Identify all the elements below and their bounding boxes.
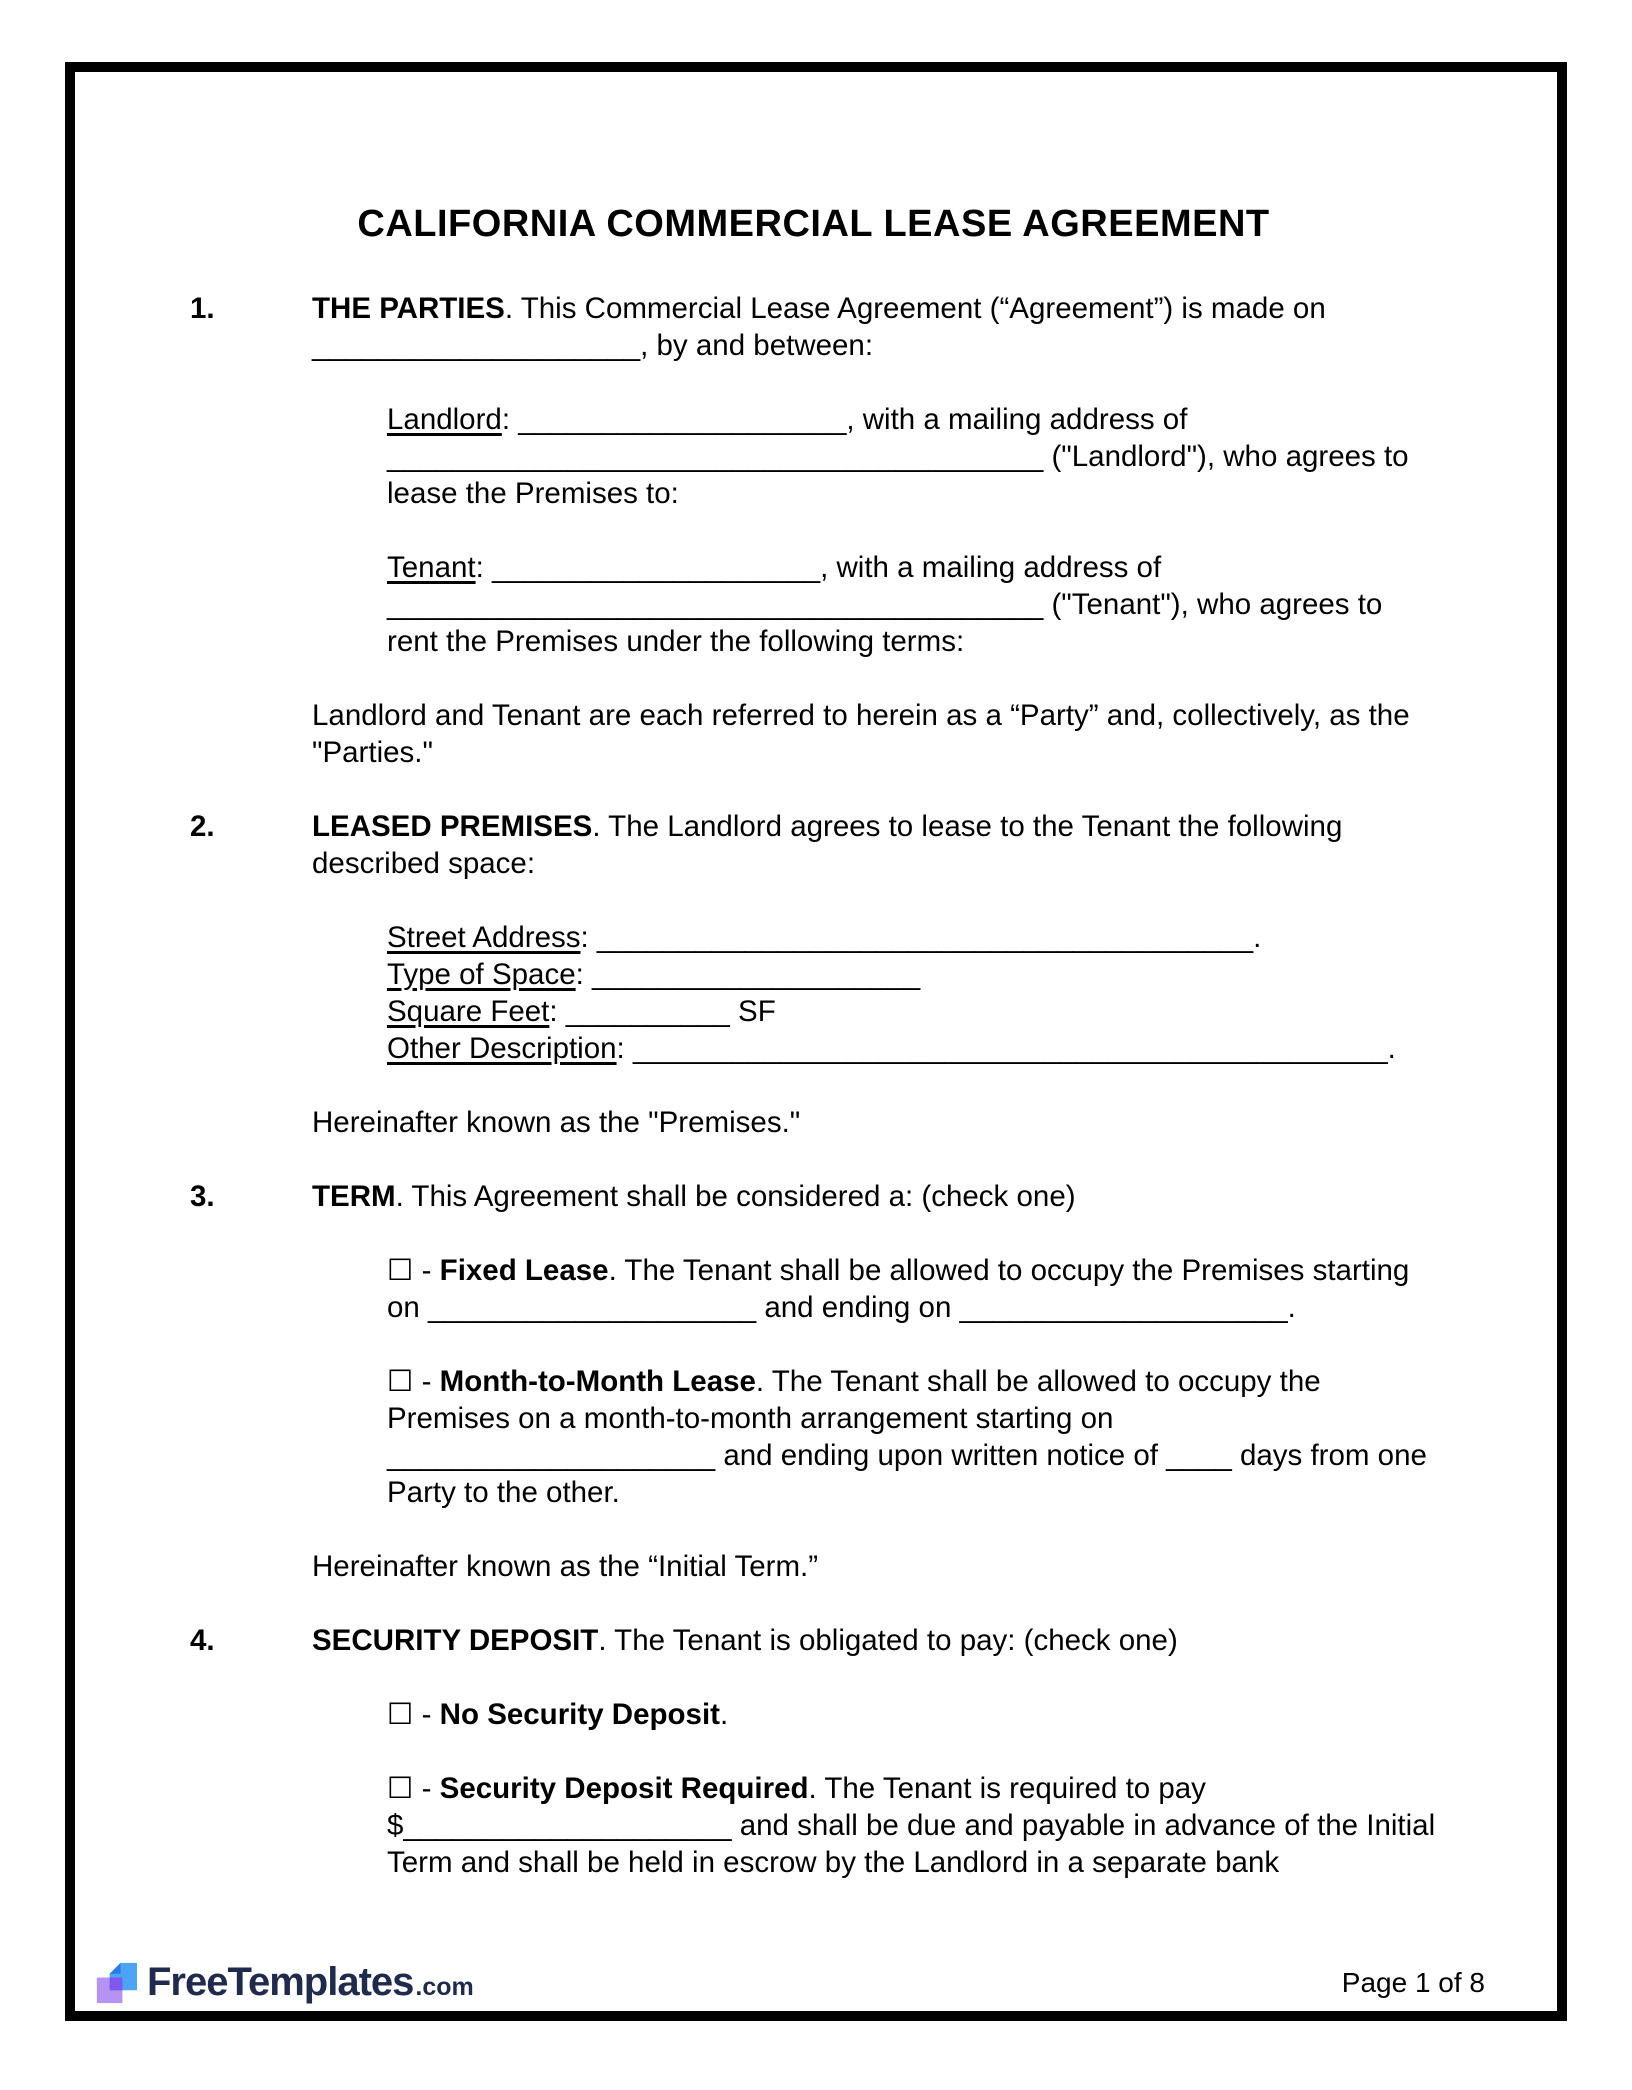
text-run: . <box>719 1698 729 1731</box>
text-run: . The Tenant shall be allowed to occupy the Premises starting on ____________________ and ending on ____________________. <box>387 1254 1410 1324</box>
text-run: THE PARTIES <box>312 292 505 325</box>
section-leased-premises <box>190 771 1437 1141</box>
option-security-deposit-required <box>387 1770 1437 1881</box>
paragraph-security-deposit-intro <box>312 1622 1437 1659</box>
paragraph-parties-definition <box>312 697 1437 771</box>
text-run: Street Address <box>387 921 581 954</box>
text-run: - <box>413 1698 440 1731</box>
brand-text-group <box>147 1960 474 2005</box>
text-run: . The Landlord agrees to lease to the Tenant the following described space: <box>312 810 1343 880</box>
text-run: : ________________________________________. <box>580 921 1262 954</box>
text-run: TERM <box>312 1180 396 1213</box>
text-run: Month-to-Month Lease <box>439 1365 756 1398</box>
paragraph-premises-known-as <box>312 1104 1437 1141</box>
text-run: Type of Space <box>387 958 576 991</box>
text-run: . The Tenant is obligated to pay: (check one) <box>598 1624 1178 1657</box>
page-border <box>65 62 1567 2021</box>
text-run: . This Agreement shall be considered a: (check one) <box>395 1180 1076 1213</box>
section-body <box>312 253 1437 771</box>
field-street-address <box>387 919 1437 956</box>
text-run: - <box>413 1254 440 1287</box>
section-number: 2. <box>190 810 215 843</box>
text-run: Hereinafter known as the “Initial Term.” <box>312 1550 819 1583</box>
checkbox-icon: ☐ <box>387 1365 414 1398</box>
option-fixed-lease <box>387 1252 1437 1326</box>
section-body <box>312 1141 1437 1585</box>
page-content <box>190 200 1437 1881</box>
text-run: : ______________________________________________. <box>616 1032 1396 1065</box>
document-title: CALIFORNIA COMMERCIAL LEASE AGREEMENT <box>357 203 1270 245</box>
section-security-deposit <box>190 1585 1437 1881</box>
option-no-security-deposit <box>387 1696 1437 1733</box>
text-run: LEASED PREMISES <box>312 810 593 843</box>
text-run: - <box>413 1365 440 1398</box>
text-run: Landlord <box>387 403 502 436</box>
paragraph-landlord <box>387 401 1437 512</box>
text-run: Hereinafter known as the "Premises." <box>312 1106 801 1139</box>
checkbox-icon: ☐ <box>387 1698 414 1731</box>
text-run: Fixed Lease <box>439 1254 609 1287</box>
text-run: Security Deposit Required <box>439 1772 809 1805</box>
text-run: : ____________________, with a mailing address of ________________________________________ ("Landlord"), who agrees to lease the Premises to: <box>387 403 1409 510</box>
brand-name: FreeTemplates <box>147 1960 414 2004</box>
option-month-to-month-lease <box>387 1363 1437 1511</box>
text-run: : ____________________ <box>575 958 921 991</box>
paragraph-premises-intro <box>312 808 1437 882</box>
page-footer <box>95 1960 1485 2005</box>
section-body <box>312 771 1437 1141</box>
paragraph-parties-intro <box>312 290 1437 364</box>
paragraph-tenant <box>387 549 1437 660</box>
field-square-feet <box>387 993 1437 1030</box>
paragraph-term-intro <box>312 1178 1437 1215</box>
text-run: Tenant <box>387 551 476 584</box>
section-number: 1. <box>190 292 215 325</box>
text-run: Square Feet <box>387 995 550 1028</box>
checkbox-icon: ☐ <box>387 1254 414 1287</box>
text-run: Other Description <box>387 1032 617 1065</box>
text-run: . This Commercial Lease Agreement (“Agreement”) is made on ____________________, by and between: <box>312 292 1326 362</box>
text-run: SECURITY DEPOSIT <box>312 1624 599 1657</box>
brand-suffix: .com <box>415 1973 474 2001</box>
text-run: . The Tenant shall be allowed to occupy the Premises on a month-to-month arrangement starting on ____________________ and ending upon written notice of ____ days from one Party to the other. <box>387 1365 1427 1509</box>
section-term <box>190 1141 1437 1585</box>
section-number: 3. <box>190 1180 215 1213</box>
paragraph-initial-term-known-as <box>312 1548 1437 1585</box>
folded-page-icon <box>95 1961 137 2005</box>
section-the-parties <box>190 253 1437 771</box>
page-indicator: Page 1 of 8 <box>1341 1966 1485 1998</box>
field-type-of-space <box>387 956 1437 993</box>
text-run: . The Tenant is required to pay $____________________ and shall be due and payable in advance of the Initial Term and shall be held in escrow by the Landlord in a separate bank <box>387 1772 1436 1879</box>
text-run: : ____________________, with a mailing address of ________________________________________ ("Tenant"), who agrees to rent the Premises under the following terms: <box>387 551 1383 658</box>
field-other-description <box>387 1030 1437 1067</box>
text-run: No Security Deposit <box>439 1698 720 1731</box>
text-run: - <box>413 1772 440 1805</box>
checkbox-icon: ☐ <box>387 1772 414 1805</box>
text-run: Landlord and Tenant are each referred to herein as a “Party” and, collectively, as the "Parties." <box>312 699 1410 769</box>
brand-logo <box>95 1960 474 2005</box>
text-run: : __________ SF <box>549 995 776 1028</box>
section-body <box>312 1585 1437 1881</box>
section-number: 4. <box>190 1624 215 1657</box>
